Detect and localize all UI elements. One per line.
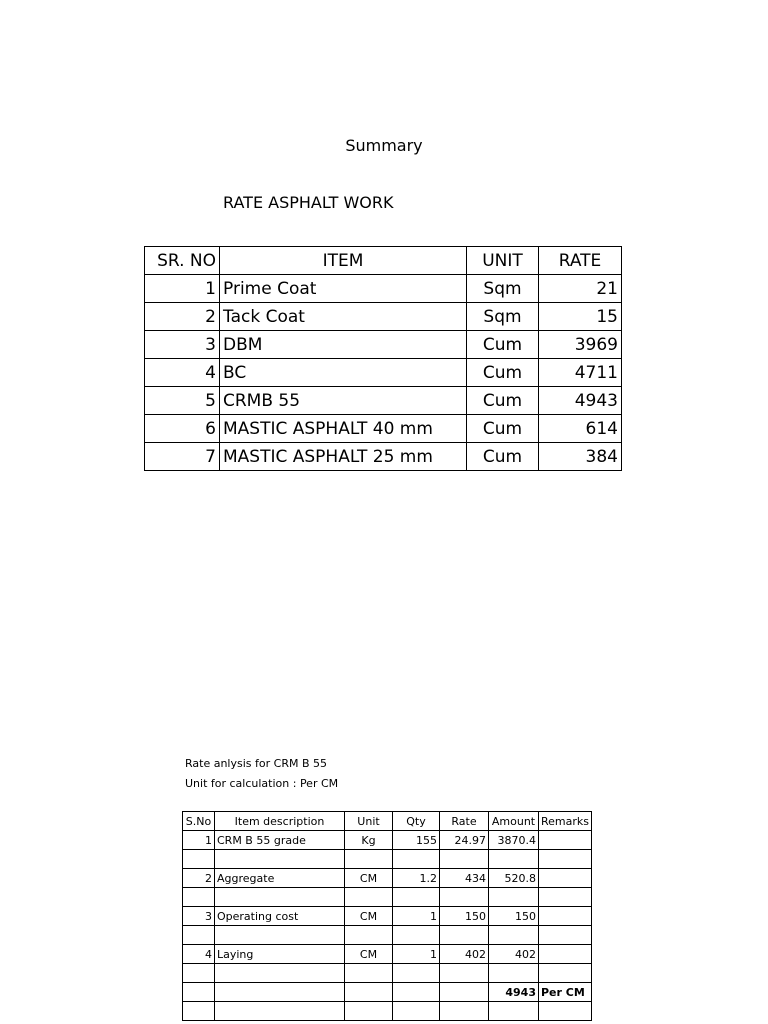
cell-amount bbox=[489, 850, 539, 869]
analysis-table bbox=[182, 811, 592, 1021]
cell-no bbox=[183, 964, 215, 983]
row-no: 2 bbox=[145, 303, 220, 331]
cell-desc bbox=[215, 983, 345, 1002]
row-rate: 384 bbox=[539, 443, 622, 471]
table-row bbox=[145, 303, 622, 331]
row-unit: Cum bbox=[467, 415, 539, 443]
cell-desc bbox=[215, 850, 345, 869]
table-row bbox=[183, 869, 592, 888]
cell-no bbox=[183, 888, 215, 907]
cell-desc: Aggregate bbox=[215, 869, 345, 888]
row-item: MASTIC ASPHALT 25 mm bbox=[220, 443, 467, 471]
row-no: 4 bbox=[145, 359, 220, 387]
cell-unit: CM bbox=[345, 907, 393, 926]
cell-remarks bbox=[539, 926, 592, 945]
rate-table-header bbox=[145, 247, 622, 275]
cell-rate bbox=[440, 983, 489, 1002]
rate-table bbox=[144, 246, 622, 471]
cell-rate bbox=[440, 888, 489, 907]
cell-desc: Operating cost bbox=[215, 907, 345, 926]
cell-no: 2 bbox=[183, 869, 215, 888]
row-rate: 614 bbox=[539, 415, 622, 443]
row-item: DBM bbox=[220, 331, 467, 359]
row-rate: 21 bbox=[539, 275, 622, 303]
row-rate: 15 bbox=[539, 303, 622, 331]
cell-rate bbox=[440, 1002, 489, 1021]
cell-desc bbox=[215, 926, 345, 945]
cell-no bbox=[183, 1002, 215, 1021]
cell-unit bbox=[345, 888, 393, 907]
cell-qty: 1.2 bbox=[393, 869, 440, 888]
table-row bbox=[145, 387, 622, 415]
cell-desc bbox=[215, 964, 345, 983]
cell-unit: CM bbox=[345, 945, 393, 964]
row-item: BC bbox=[220, 359, 467, 387]
header-sr-no: SR. NO bbox=[145, 247, 220, 275]
cell-no: 4 bbox=[183, 945, 215, 964]
row-rate: 4943 bbox=[539, 387, 622, 415]
cell-unit bbox=[345, 983, 393, 1002]
cell-rate: 434 bbox=[440, 869, 489, 888]
row-item: CRMB 55 bbox=[220, 387, 467, 415]
row-unit: Sqm bbox=[467, 303, 539, 331]
row-rate: 4711 bbox=[539, 359, 622, 387]
cell-qty: 155 bbox=[393, 831, 440, 850]
table-row bbox=[183, 831, 592, 850]
row-item: Prime Coat bbox=[220, 275, 467, 303]
table-row bbox=[145, 415, 622, 443]
cell-rate: 24.97 bbox=[440, 831, 489, 850]
table-row bbox=[145, 275, 622, 303]
header-unit: UNIT bbox=[467, 247, 539, 275]
header-amount: Amount bbox=[489, 812, 539, 831]
analysis-table-header bbox=[183, 812, 592, 831]
analysis-unit-note: Unit for calculation : Per CM bbox=[185, 777, 339, 790]
cell-remarks bbox=[539, 1002, 592, 1021]
row-no: 7 bbox=[145, 443, 220, 471]
cell-rate bbox=[440, 926, 489, 945]
header-qty: Qty bbox=[393, 812, 440, 831]
cell-qty: 1 bbox=[393, 907, 440, 926]
table-row bbox=[145, 359, 622, 387]
table-row bbox=[145, 443, 622, 471]
header-item: ITEM bbox=[220, 247, 467, 275]
cell-remarks bbox=[539, 869, 592, 888]
header-sno: S.No bbox=[183, 812, 215, 831]
cell-rate: 402 bbox=[440, 945, 489, 964]
cell-amount bbox=[489, 926, 539, 945]
cell-desc: Laying bbox=[215, 945, 345, 964]
cell-desc bbox=[215, 888, 345, 907]
cell-desc bbox=[215, 1002, 345, 1021]
cell-amount: 402 bbox=[489, 945, 539, 964]
row-unit: Cum bbox=[467, 359, 539, 387]
cell-rate bbox=[440, 850, 489, 869]
cell-remarks bbox=[539, 831, 592, 850]
cell-qty bbox=[393, 964, 440, 983]
header-rate: Rate bbox=[440, 812, 489, 831]
cell-remarks bbox=[539, 945, 592, 964]
row-unit: Cum bbox=[467, 443, 539, 471]
cell-rate bbox=[440, 964, 489, 983]
analysis-title: Rate anlysis for CRM B 55 bbox=[185, 757, 327, 770]
cell-amount bbox=[489, 964, 539, 983]
cell-no bbox=[183, 850, 215, 869]
table-row bbox=[145, 331, 622, 359]
cell-remarks bbox=[539, 907, 592, 926]
cell-no: 1 bbox=[183, 831, 215, 850]
cell-unit bbox=[345, 926, 393, 945]
row-no: 5 bbox=[145, 387, 220, 415]
cell-no bbox=[183, 926, 215, 945]
cell-qty bbox=[393, 983, 440, 1002]
total-row bbox=[183, 983, 592, 1002]
row-item: Tack Coat bbox=[220, 303, 467, 331]
cell-qty bbox=[393, 888, 440, 907]
cell-remarks bbox=[539, 964, 592, 983]
table-row bbox=[183, 850, 592, 869]
row-unit: Cum bbox=[467, 387, 539, 415]
table-row bbox=[183, 907, 592, 926]
cell-unit bbox=[345, 964, 393, 983]
cell-rate: 150 bbox=[440, 907, 489, 926]
header-remarks: Remarks bbox=[539, 812, 592, 831]
cell-qty bbox=[393, 926, 440, 945]
cell-qty bbox=[393, 1002, 440, 1021]
row-item: MASTIC ASPHALT 40 mm bbox=[220, 415, 467, 443]
cell-unit: CM bbox=[345, 869, 393, 888]
table-row bbox=[183, 964, 592, 983]
table-row bbox=[183, 1002, 592, 1021]
cell-remarks bbox=[539, 850, 592, 869]
rate-section-title: RATE ASPHALT WORK bbox=[223, 193, 394, 212]
table-row bbox=[183, 888, 592, 907]
row-no: 3 bbox=[145, 331, 220, 359]
cell-unit: Kg bbox=[345, 831, 393, 850]
row-rate: 3969 bbox=[539, 331, 622, 359]
cell-remarks bbox=[539, 888, 592, 907]
cell-unit bbox=[345, 1002, 393, 1021]
cell-amount: 520.8 bbox=[489, 869, 539, 888]
cell-amount: 150 bbox=[489, 907, 539, 926]
total-amount: 4943 bbox=[489, 983, 539, 1002]
total-unit-label: Per CM bbox=[539, 983, 592, 1002]
row-unit: Sqm bbox=[467, 275, 539, 303]
header-rate: RATE bbox=[539, 247, 622, 275]
cell-no: 3 bbox=[183, 907, 215, 926]
cell-amount bbox=[489, 1002, 539, 1021]
cell-no bbox=[183, 983, 215, 1002]
row-unit: Cum bbox=[467, 331, 539, 359]
table-row bbox=[183, 945, 592, 964]
summary-title: Summary bbox=[345, 136, 423, 155]
cell-amount: 3870.4 bbox=[489, 831, 539, 850]
header-unit: Unit bbox=[345, 812, 393, 831]
row-no: 6 bbox=[145, 415, 220, 443]
cell-amount bbox=[489, 888, 539, 907]
cell-qty: 1 bbox=[393, 945, 440, 964]
cell-qty bbox=[393, 850, 440, 869]
table-row bbox=[183, 926, 592, 945]
row-no: 1 bbox=[145, 275, 220, 303]
cell-desc: CRM B 55 grade bbox=[215, 831, 345, 850]
cell-unit bbox=[345, 850, 393, 869]
header-item-description: Item description bbox=[215, 812, 345, 831]
